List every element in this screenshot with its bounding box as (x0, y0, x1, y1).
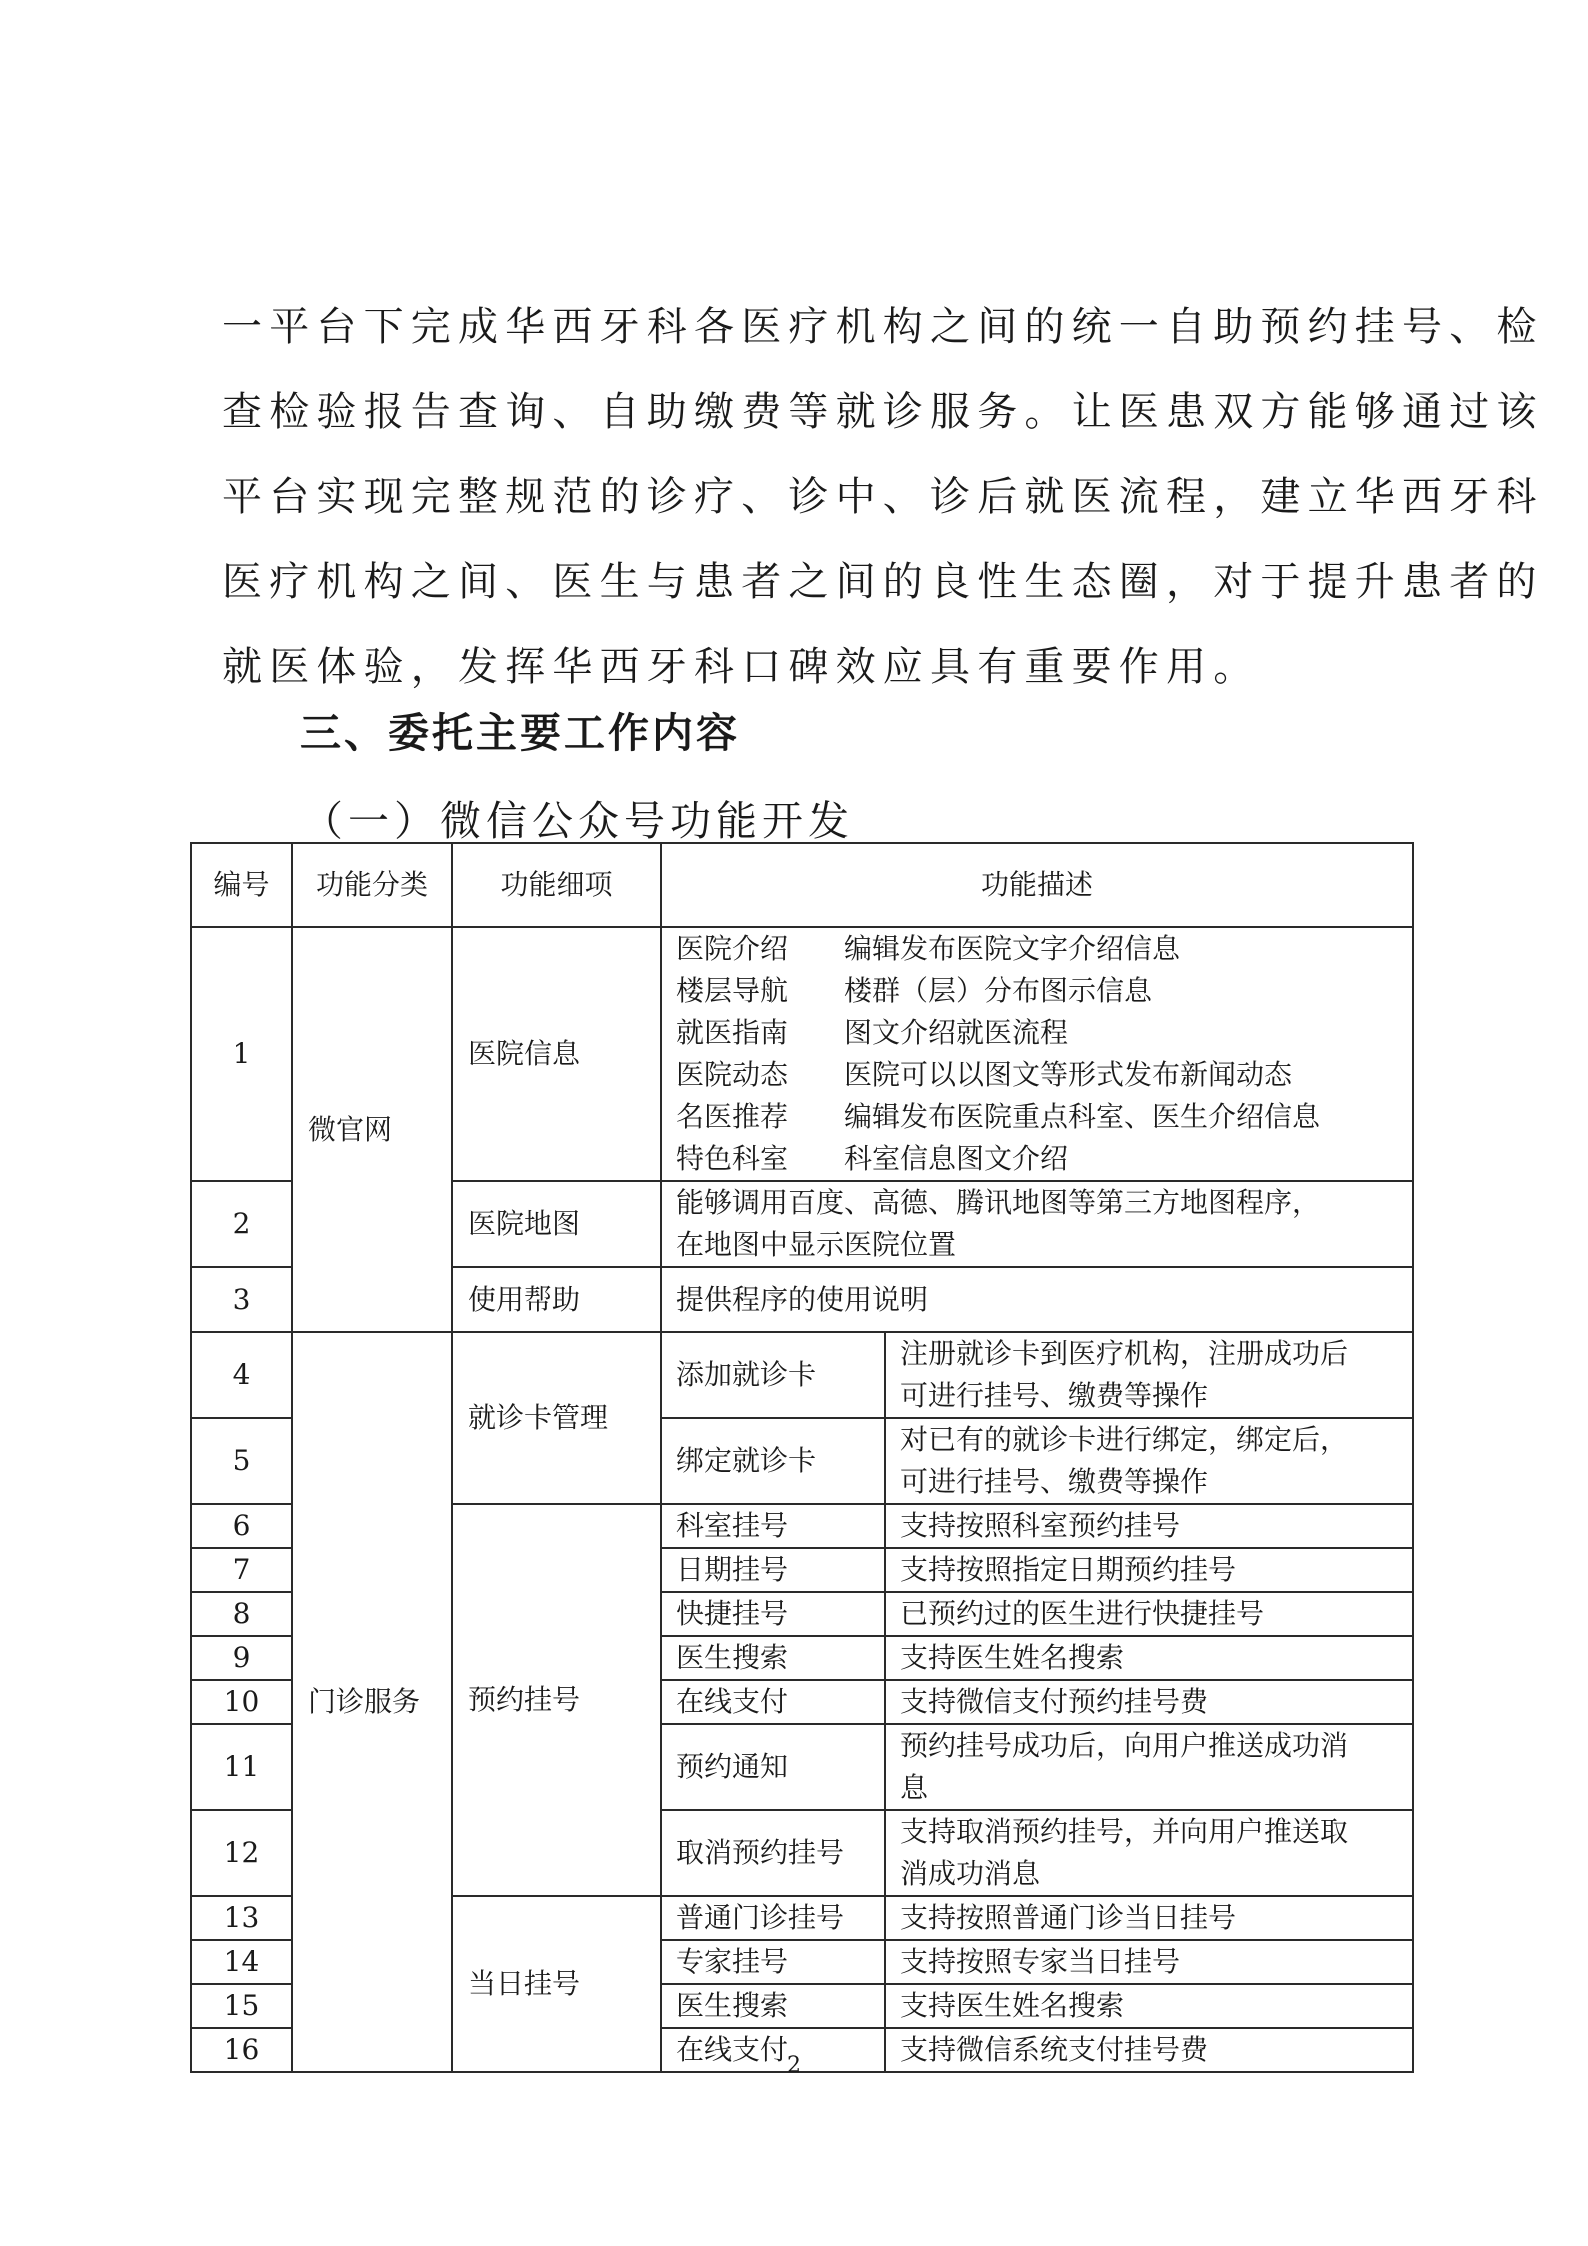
sub-item-cell: 添加就诊卡 (661, 1332, 885, 1418)
table-header-row (191, 843, 1413, 927)
sub-item-cell: 在线支付 (661, 2028, 885, 2072)
item-cell: 当日挂号 (452, 1896, 661, 2072)
item-cell: 就诊卡管理 (452, 1332, 661, 1504)
sub-item-cell: 专家挂号 (661, 1940, 885, 1984)
table-row (191, 1332, 1413, 1418)
sub-item-cell: 日期挂号 (661, 1548, 885, 1592)
row-number: 5 (191, 1418, 292, 1504)
sub-item-cell: 预约通知 (661, 1724, 885, 1810)
row-number: 7 (191, 1548, 292, 1592)
row-number: 9 (191, 1636, 292, 1680)
list-item: 医院介绍 编辑发布医院文字介绍信息 (676, 932, 1181, 965)
sub-description-cell: 支持医生姓名搜索 (885, 1984, 1413, 2028)
item-cell: 预约挂号 (452, 1504, 661, 1896)
list-item: 医院动态 医院可以以图文等形式发布新闻动态 (676, 1058, 1293, 1091)
description-cell: 提供程序的使用说明 (661, 1267, 1413, 1332)
row-number: 16 (191, 2028, 292, 2072)
list-item: 特色科室 科室信息图文介绍 (676, 1142, 1069, 1175)
row-number: 8 (191, 1592, 292, 1636)
description-cell (661, 927, 1413, 1181)
header-description: 功能描述 (661, 843, 1413, 927)
sub-description-cell: 支持按照指定日期预约挂号 (885, 1548, 1413, 1592)
sub-description-cell: 支持按照专家当日挂号 (885, 1940, 1413, 1984)
row-number: 12 (191, 1810, 292, 1896)
sub-description-cell: 预约挂号成功后，向用户推送成功消 息 (885, 1724, 1413, 1810)
list-item: 楼层导航 楼群（层）分布图示信息 (676, 974, 1153, 1007)
row-number: 1 (191, 927, 292, 1181)
category-cell: 微官网 (292, 927, 452, 1332)
row-number: 2 (191, 1181, 292, 1267)
row-number: 10 (191, 1680, 292, 1724)
sub-description-cell: 支持微信支付预约挂号费 (885, 1680, 1413, 1724)
intro-line: 一平台下完成华西牙科各医疗机构之间的统一自助预约挂号、检 (222, 304, 1544, 350)
sub-item-cell: 取消预约挂号 (661, 1810, 885, 1896)
intro-line: 查检验报告查询、自助缴费等就诊服务。让医患双方能够通过该 (222, 389, 1544, 435)
sub-item-cell: 医生搜索 (661, 1636, 885, 1680)
intro-line: 医疗机构之间、医生与患者之间的良性生态圈，对于提升患者的 (222, 559, 1544, 605)
intro-line: 就医体验，发挥华西牙科口碑效应具有重要作用。 (222, 644, 1261, 690)
sub-description-cell: 已预约过的医生进行快捷挂号 (885, 1592, 1413, 1636)
sub-item-cell: 科室挂号 (661, 1504, 885, 1548)
sub-description-cell: 支持按照科室预约挂号 (885, 1504, 1413, 1548)
category-cell: 门诊服务 (292, 1332, 452, 2072)
section-heading: 三、委托主要工作内容 (300, 709, 740, 757)
header-category: 功能分类 (292, 843, 452, 927)
table-row (191, 927, 1413, 1181)
sub-description-cell: 支持医生姓名搜索 (885, 1636, 1413, 1680)
row-number: 4 (191, 1332, 292, 1418)
row-number: 14 (191, 1940, 292, 1984)
row-number: 15 (191, 1984, 292, 2028)
sub-item-cell: 绑定就诊卡 (661, 1418, 885, 1504)
sub-item-cell: 医生搜索 (661, 1984, 885, 2028)
sub-description-cell: 对已有的就诊卡进行绑定，绑定后， 可进行挂号、缴费等操作 (885, 1418, 1413, 1504)
sub-item-cell: 在线支付 (661, 1680, 885, 1724)
intro-paragraph (222, 285, 1544, 710)
header-number: 编号 (191, 843, 292, 927)
row-number: 11 (191, 1724, 292, 1810)
page-number: 2 (787, 2053, 801, 2078)
row-number: 3 (191, 1267, 292, 1332)
sub-description-cell: 注册就诊卡到医疗机构，注册成功后 可进行挂号、缴费等操作 (885, 1332, 1413, 1418)
function-table (190, 842, 1414, 2073)
sub-description-cell: 支持按照普通门诊当日挂号 (885, 1896, 1413, 1940)
header-item: 功能细项 (452, 843, 661, 927)
list-item: 名医推荐 编辑发布医院重点科室、医生介绍信息 (676, 1100, 1321, 1133)
list-item: 就医指南 图文介绍就医流程 (676, 1016, 1069, 1049)
sub-description-cell: 支持取消预约挂号，并向用户推送取 消成功消息 (885, 1810, 1413, 1896)
row-number: 13 (191, 1896, 292, 1940)
intro-line: 平台实现完整规范的诊疗、诊中、诊后就医流程，建立华西牙科 (222, 474, 1544, 520)
sub-item-cell: 快捷挂号 (661, 1592, 885, 1636)
sub-description-cell: 支持微信系统支付挂号费 (885, 2028, 1413, 2072)
sub-item-cell: 普通门诊挂号 (661, 1896, 885, 1940)
subsection-heading: （一）微信公众号功能开发 (302, 797, 854, 845)
item-cell: 使用帮助 (452, 1267, 661, 1332)
description-cell: 能够调用百度、高德、腾讯地图等第三方地图程序， 在地图中显示医院位置 (661, 1181, 1413, 1267)
row-number: 6 (191, 1504, 292, 1548)
item-cell: 医院信息 (452, 927, 661, 1181)
item-cell: 医院地图 (452, 1181, 661, 1267)
